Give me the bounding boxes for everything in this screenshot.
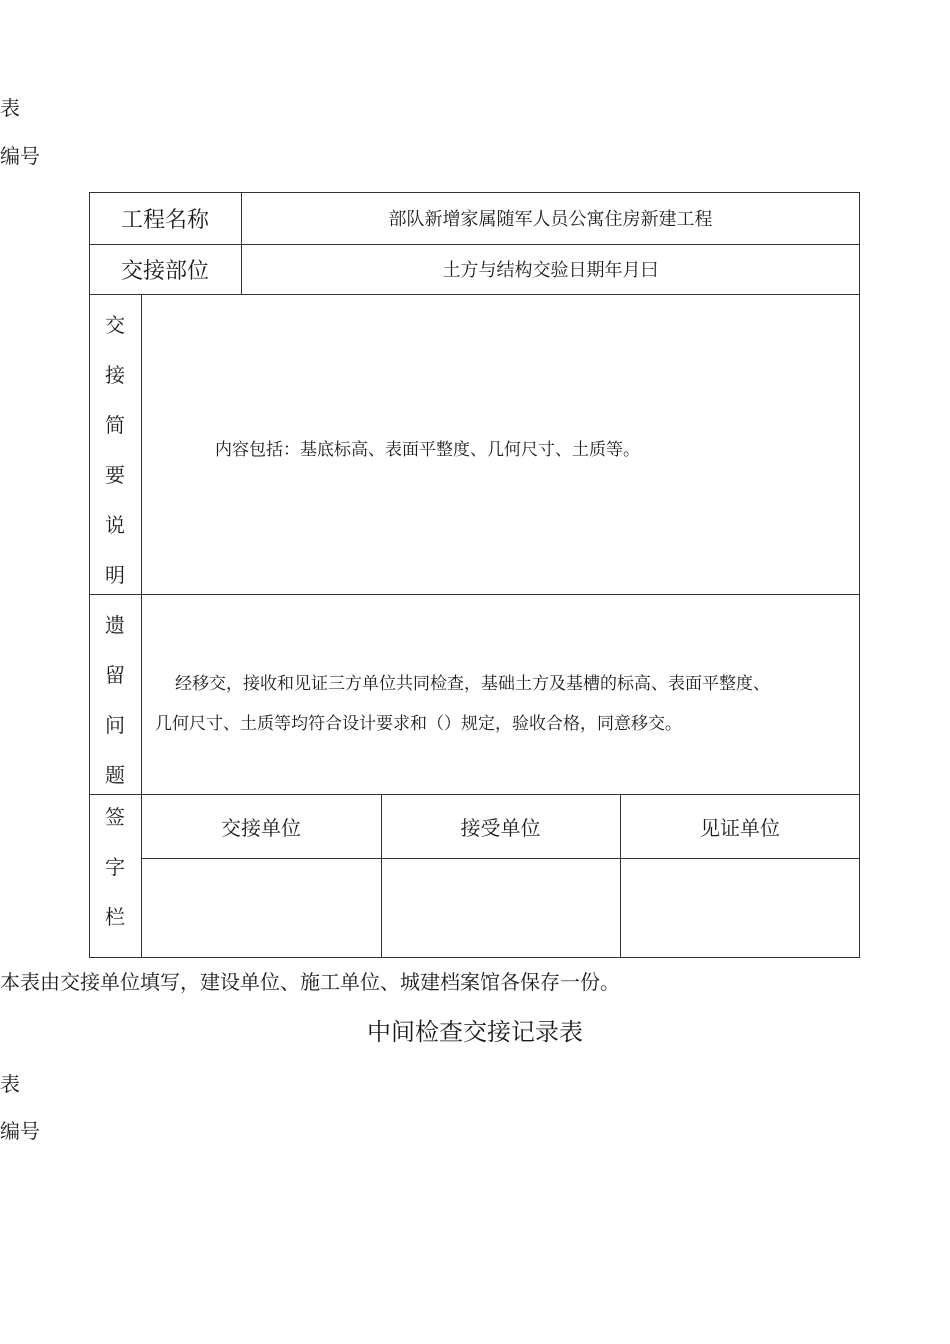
divider-row2 bbox=[89, 294, 860, 295]
sign-label: 签 字 栏 bbox=[105, 805, 125, 929]
sign-field-handover-unit[interactable] bbox=[141, 859, 381, 957]
border-bottom bbox=[89, 957, 860, 958]
table-label: 表 bbox=[0, 96, 20, 120]
sign-field-receiving-unit[interactable] bbox=[381, 859, 620, 957]
issues-label: 遗 留 问 题 bbox=[105, 613, 125, 787]
next-form-title: 中间检查交接记录表 bbox=[367, 1018, 583, 1046]
next-table-label: 表 bbox=[0, 1072, 20, 1096]
divider-row3 bbox=[89, 594, 860, 595]
project-name-label: 工程名称 bbox=[120, 207, 209, 233]
sign-header-handover-unit: 交接单位 bbox=[221, 815, 301, 840]
project-name-value: 部队新增家属随军人员公寓住房新建工程 bbox=[388, 209, 713, 230]
sign-field-witness-unit[interactable] bbox=[620, 859, 860, 957]
handover-part-label: 交接部位 bbox=[120, 258, 209, 284]
sign-header-witness-unit: 见证单位 bbox=[700, 815, 780, 840]
footer-note: 本表由交接单位填写，建设单位、施工单位、城建档案馆各保存一份。 bbox=[0, 970, 620, 994]
number-label: 编号 bbox=[0, 144, 40, 168]
summary-text: 内容包括：基底标高、表面平整度、几何尺寸、土质等。 bbox=[215, 440, 640, 460]
issues-text-line1: 经移交，接收和见证三方单位共同检查，基础土方及基槽的标高、表面平整度、 bbox=[175, 674, 770, 694]
next-number-label: 编号 bbox=[0, 1119, 40, 1143]
issues-text-line2: 几何尺寸、土质等均符合设计要求和（）规定，验收合格，同意移交。 bbox=[155, 714, 682, 734]
handover-part-value: 土方与结构交验日期年月曰 bbox=[442, 260, 659, 281]
summary-label: 交 接 简 要 说 明 bbox=[105, 313, 125, 587]
sign-header-receiving-unit: 接受单位 bbox=[460, 815, 541, 840]
handover-form-table bbox=[89, 192, 860, 958]
